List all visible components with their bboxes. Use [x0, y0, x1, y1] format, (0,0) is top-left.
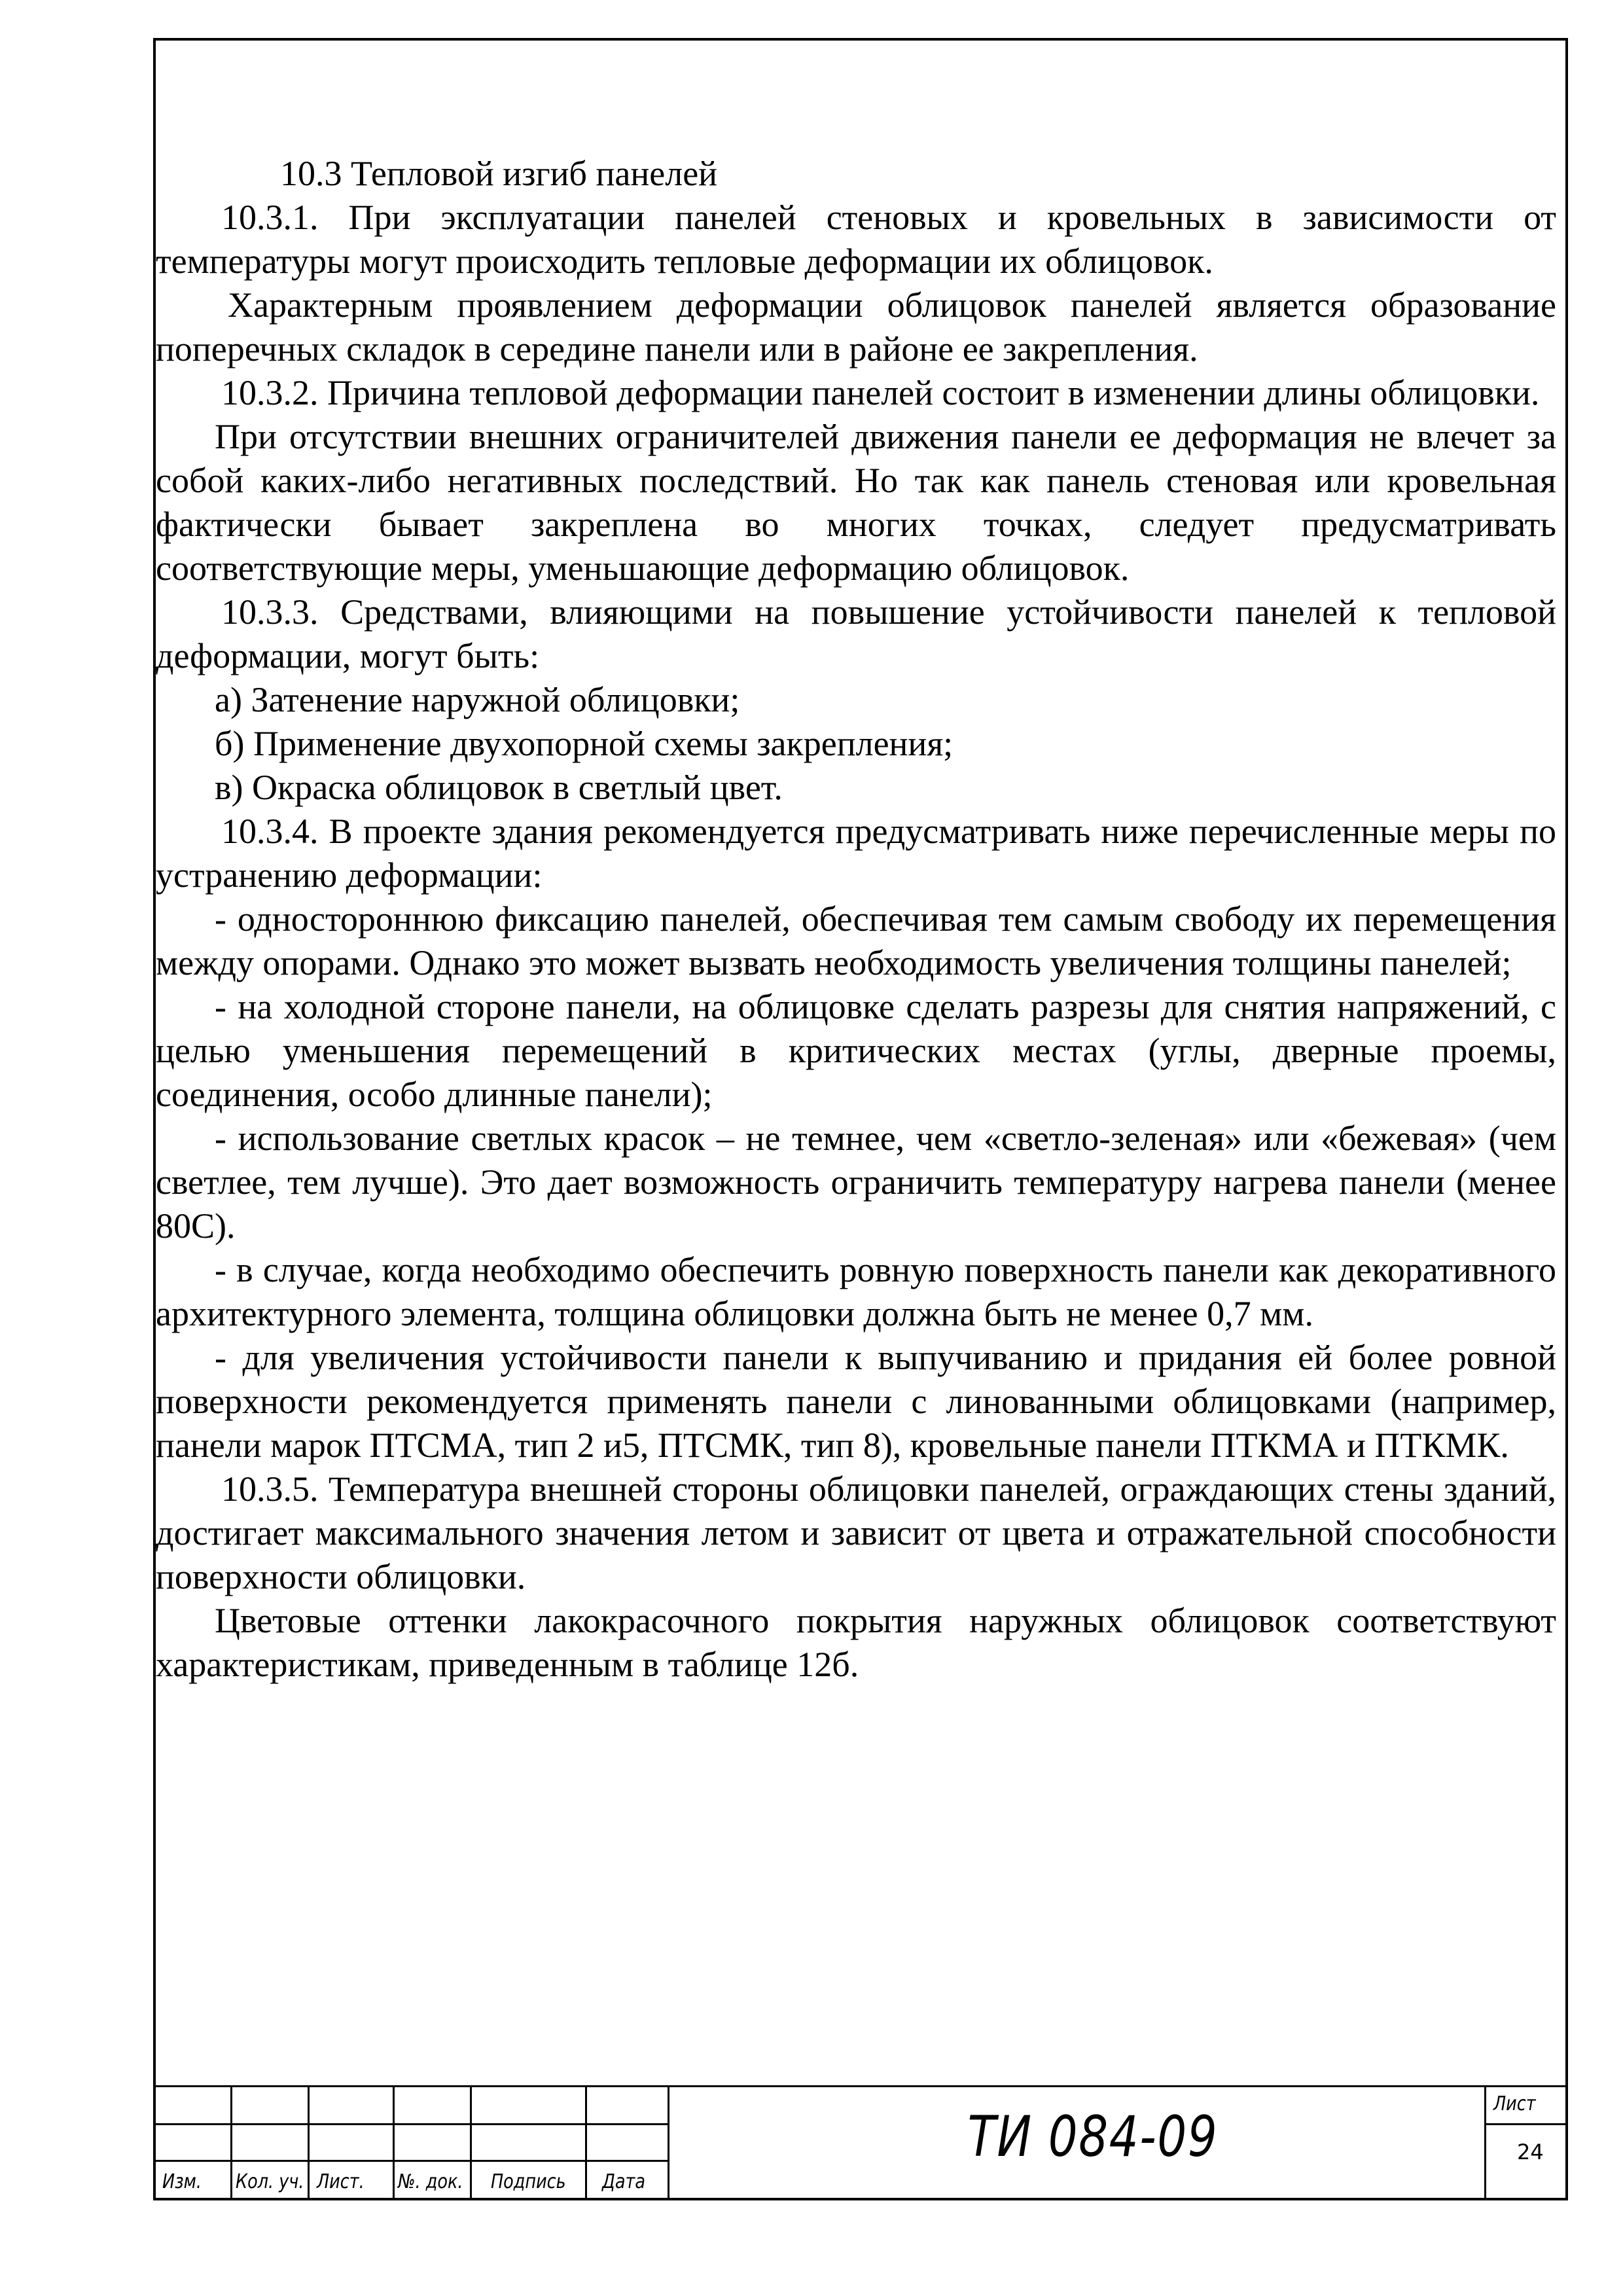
col-label-qty: Кол. уч. — [236, 2170, 304, 2193]
paragraph-10-3-1: 10.3.1. При эксплуатации панелей стеновых и кровельных в зависимости от температуры могут происходить тепловые деформации их облицовок. — [156, 198, 1556, 281]
col-label-doc: №. док. — [398, 2170, 463, 2193]
list-item: в) Окраска облицовок в светлый цвет. — [215, 768, 783, 807]
section-heading: 10.3 Тепловой изгиб панелей — [280, 154, 718, 193]
list-item: - для увеличения устойчивости панели к выпучиванию и придания ей более ровной поверхности рекомендуется применять панели с линованными облицовками (например, панели марок ПТСМА, тип 2 и5, ПТСМК, тип 8), кровельные панели ПТКМА и ПТКМК. — [156, 1338, 1556, 1465]
list-item: а) Затенение наружной облицовки; — [215, 680, 740, 719]
paragraph-10-3-3: 10.3.3. Средствами, влияющими на повышение устойчивости панелей к тепловой деформации, могут быть: — [156, 592, 1556, 675]
grid-line — [470, 2085, 472, 2200]
title-block-top-line — [153, 2085, 1568, 2087]
paragraph: Цветовые оттенки лакокрасочного покрытия наружных облицовок соответствуют характеристикам, приведенным в таблице 12б. — [156, 1601, 1556, 1684]
grid-line — [1484, 2123, 1568, 2125]
grid-line — [308, 2085, 310, 2200]
col-label-signature: Подпись — [491, 2170, 566, 2193]
list-item: б) Применение двухопорной схемы закрепления; — [215, 724, 954, 763]
sheet-label: Лист — [1493, 2092, 1536, 2115]
col-label-sheet: Лист. — [317, 2170, 365, 2193]
paragraph-10-3-2: 10.3.2. Причина тепловой деформации панелей состоит в изменении длины облицовки. — [221, 373, 1540, 412]
col-label-change: Изм. — [162, 2170, 202, 2193]
paragraph: При отсутствии внешних ограничителей движения панели ее деформация не влечет за собой каких-либо негативных последствий. Но так как панель стеновая или кровельная фактически бывает закреплена во многих точках, следует предусматривать соответствующие меры, уменьшающие деформацию облицовок. — [156, 417, 1556, 588]
list-item: - одностороннюю фиксацию панелей, обеспечивая тем самым свободу их перемещения между опорами. Однако это может вызвать необходимость увеличения толщины панелей; — [156, 899, 1556, 982]
grid-line — [668, 2085, 669, 2200]
col-label-date: Дата — [602, 2170, 646, 2193]
grid-line — [393, 2085, 395, 2200]
title-block — [153, 2085, 1568, 2200]
grid-line — [585, 2085, 587, 2200]
list-item: - в случае, когда необходимо обеспечить ровную поверхность панели как декоративного архитектурного элемента, толщина облицовки должна быть не менее 0,7 мм. — [156, 1250, 1556, 1333]
sheet-number: 24 — [1517, 2140, 1544, 2164]
document-code: ТИ 084-09 — [967, 2104, 1219, 2170]
document-body — [156, 152, 1556, 1687]
paragraph-10-3-5: 10.3.5. Температура внешней стороны облицовки панелей, ограждающих стены зданий, достигает максимального значения летом и зависит от цвета и отражательной способности поверхности облицовки. — [156, 1469, 1556, 1596]
list-item: - на холодной стороне панели, на облицовке сделать разрезы для снятия напряжений, с целью уменьшения перемещений в критических местах (углы, дверные проемы, соединения, особо длинные панели); — [156, 987, 1556, 1114]
paragraph-10-3-4: 10.3.4. В проекте здания рекомендуется предусматривать ниже перечисленные меры по устранению деформации: — [156, 812, 1556, 895]
list-item: - использование светлых красок – не темнее, чем «светло-зеленая» или «бежевая» (чем светлее, тем лучше). Это дает возможность ограничить температуру нагрева панели (менее 80С). — [156, 1119, 1556, 1246]
grid-line — [230, 2085, 232, 2200]
paragraph: Характерным проявлением деформации облицовок панелей является образование поперечных складок в середине панели или в районе ее закрепления. — [156, 285, 1556, 368]
grid-line — [1484, 2085, 1486, 2200]
